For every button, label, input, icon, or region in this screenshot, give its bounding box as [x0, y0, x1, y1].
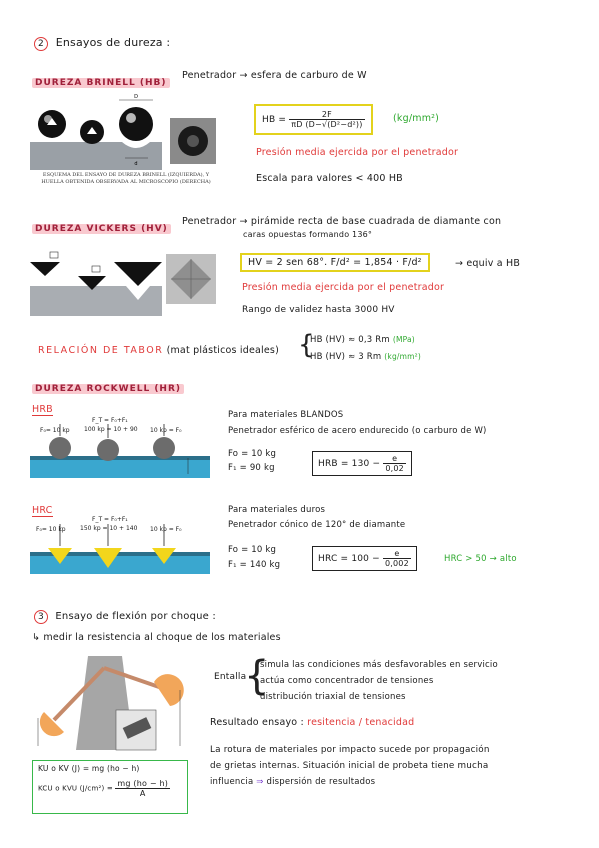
- hrb-label: HRB: [32, 404, 53, 415]
- hrc-desc-1: Para materiales duros: [228, 505, 326, 515]
- vickers-diagram: [30, 250, 162, 318]
- section-3-title: [34, 610, 216, 624]
- rockwell-heading-text: DUREZA ROCKWELL (HR): [32, 384, 184, 394]
- hrb-formula-lhs: HRB = 130 −: [318, 459, 381, 469]
- kcu-formula-lhs: KCU o KVU (J/cm²) =: [38, 784, 113, 793]
- hrc-formula-fraction: [383, 549, 411, 568]
- brinell-caption: ESQUEMA DEL ENSAYO DE DUREZA BRINELL (IZQUIERDA), Y HUELLA OBTENIDA OBSERVADA AL MICROSCOPIO (DERECHA): [41, 172, 211, 185]
- brinell-diagram: [30, 92, 162, 172]
- ball-indenter: [119, 107, 153, 141]
- vickers-penetrador-2: caras opuestas formando 136°: [243, 230, 373, 239]
- hrb-formula-numerator: e: [383, 454, 406, 464]
- section-number-badge: 2: [34, 37, 48, 51]
- pyramid-indenter: [30, 262, 60, 276]
- pyramid-indenter: [114, 262, 162, 286]
- entalla-brace: {: [244, 653, 270, 699]
- section-number-badge: 3: [34, 610, 48, 624]
- hb-units: (kg/mm²): [393, 113, 440, 124]
- resultado-value: resitencia / tenacidad: [307, 717, 415, 728]
- kcu-formula-numerator: mg (ho − h): [117, 779, 169, 788]
- ku-formula: KU o KV (J) = mg (ho − h): [38, 764, 140, 773]
- tabor-line-1-unit: (MPa): [392, 335, 415, 344]
- hrc-f0: Fo = 10 kg: [228, 545, 277, 555]
- paragraph-line-3: [210, 777, 375, 787]
- fig-label-d: D: [134, 94, 138, 100]
- entalla-label: Entalla: [214, 672, 247, 682]
- vickers-penetrador-1: Penetrador → pirámide recta de base cuadrada de diamante con: [182, 216, 502, 227]
- tabor-label: RELACIÓN DE TABOR: [38, 345, 164, 356]
- ball-indenter: [49, 437, 71, 459]
- tabor-line-1-text: HB (HV) ≈ 0,3 Rm: [310, 335, 390, 345]
- hv-note: Presión media ejercida por el penetrador: [242, 282, 445, 293]
- hv-equiv: → equiv a HB: [455, 258, 521, 269]
- tabor-line-2-text: HB (HV) ≈ 3 Rm: [310, 352, 382, 362]
- ball-indenter: [97, 439, 119, 461]
- kcu-formula-fraction: [115, 779, 170, 798]
- hrc-formula-denominator: 0,002: [384, 559, 409, 568]
- entalla-item-2: actúa como concentrador de tensiones: [260, 676, 434, 686]
- entalla-item-3: distribución triaxial de tensiones: [260, 692, 406, 702]
- hb-scale: Escala para valores < 400 HB: [256, 173, 403, 184]
- resultado-label: Resultado ensayo :: [210, 717, 304, 728]
- hrb-fig-ft: F_T = F₀+F₁: [92, 417, 128, 424]
- hrc-fig-f0b: 10 kp = F₀: [150, 526, 182, 533]
- tabor-desc: (mat plásticos ideales): [166, 345, 279, 356]
- hrc-desc-2: Penetrador cónico de 120° de diamante: [228, 520, 406, 530]
- hrc-fig-ft: F_T = F₀+F₁: [92, 516, 128, 523]
- paragraph-line-2: de grietas internas. Situación inicial de probeta tiene mucha: [210, 761, 489, 771]
- vickers-heading-text: DUREZA VICKERS (HV): [32, 224, 171, 234]
- hb-formula-denominator: πD (D−√(D²−d²)): [291, 120, 363, 129]
- hrc-formula-numerator: e: [383, 549, 411, 559]
- hrb-formula-denominator: 0,02: [385, 464, 404, 473]
- hb-formula-box: [254, 104, 373, 135]
- kcu-formula-denominator: A: [139, 789, 146, 798]
- tabor-line-2: [310, 352, 421, 362]
- hv-range: Rango de validez hasta 3000 HV: [242, 305, 395, 315]
- kcu-formula-box: [32, 760, 188, 814]
- ball-indenter: [153, 437, 175, 459]
- section-title-text: Ensayos de dureza :: [55, 36, 171, 49]
- tabor-line-1: [310, 335, 415, 345]
- hrb-desc-2: Penetrador esférico de acero endurecido (o carburo de W): [228, 426, 487, 436]
- entalla-item-1: simula las condiciones más desfavorables en servicio: [260, 660, 498, 670]
- hrb-formula-box: [312, 451, 412, 476]
- resultado-row: [210, 717, 414, 728]
- pendulum-diagram: [30, 650, 200, 756]
- hrb-fig-f0: F₀= 10 kp: [40, 427, 70, 434]
- hrb-fig-f0b: 10 kp = F₀: [150, 427, 182, 434]
- paragraph-line-3-b: dispersión de resultados: [266, 777, 376, 787]
- brinell-penetrador: Penetrador → esfera de carburo de W: [182, 70, 367, 81]
- section-3-subtitle: ↳ medir la resistencia al choque de los materiales: [32, 632, 281, 643]
- brinell-heading-text: DUREZA BRINELL (HB): [32, 78, 170, 88]
- hrc-note: HRC > 50 → alto: [444, 554, 517, 564]
- tabor-label-row: [38, 345, 279, 356]
- section-2-title: [34, 36, 170, 51]
- hrc-fig-f0: F₀= 10 kp: [36, 526, 66, 533]
- hrb-formula-fraction: [383, 454, 406, 473]
- kcu-formula: [38, 779, 182, 798]
- hb-formula-fraction: [289, 110, 364, 129]
- rockwell-heading: [32, 376, 184, 395]
- hv-formula-box: HV = 2 sen 68°. F/d² = 1,854 · F/d²: [240, 253, 430, 272]
- hrb-desc-1: Para materiales BLANDOS: [228, 410, 344, 420]
- vickers-heading: [32, 216, 171, 235]
- paragraph-line-1: La rotura de materiales por impacto sucede por propagación: [210, 745, 490, 755]
- hrc-f1: F₁ = 140 kg: [228, 560, 281, 570]
- section-title-text: Ensayo de flexión por choque :: [55, 611, 216, 622]
- hrb-f0: Fo = 10 kg: [228, 449, 277, 459]
- vickers-micrograph: [166, 254, 216, 304]
- hrc-fig-ft2: 150 kp = 10 + 140: [80, 525, 138, 532]
- arrow-icon: ⇒: [256, 777, 264, 787]
- brinell-micrograph: [170, 118, 216, 164]
- tabor-line-2-unit: (kg/mm²): [384, 352, 421, 361]
- hrc-label: HRC: [32, 505, 53, 516]
- brinell-heading: [32, 70, 170, 89]
- hb-formula-numerator: 2F: [289, 110, 364, 120]
- paragraph-line-3-a: influencia: [210, 777, 254, 787]
- hrc-formula-lhs: HRC = 100 −: [318, 554, 380, 564]
- hrb-fig-ft2: 100 kp = 10 + 90: [84, 426, 138, 433]
- hb-note: Presión media ejercida por el penetrador: [256, 147, 459, 158]
- hammer-right: [154, 674, 184, 706]
- hrc-formula-box: [312, 546, 417, 571]
- hb-formula-lhs: HB =: [262, 115, 287, 125]
- tabor-brace: {: [298, 330, 315, 360]
- hrb-f1: F₁ = 90 kg: [228, 463, 275, 473]
- fig-label-d-small: d: [134, 161, 138, 167]
